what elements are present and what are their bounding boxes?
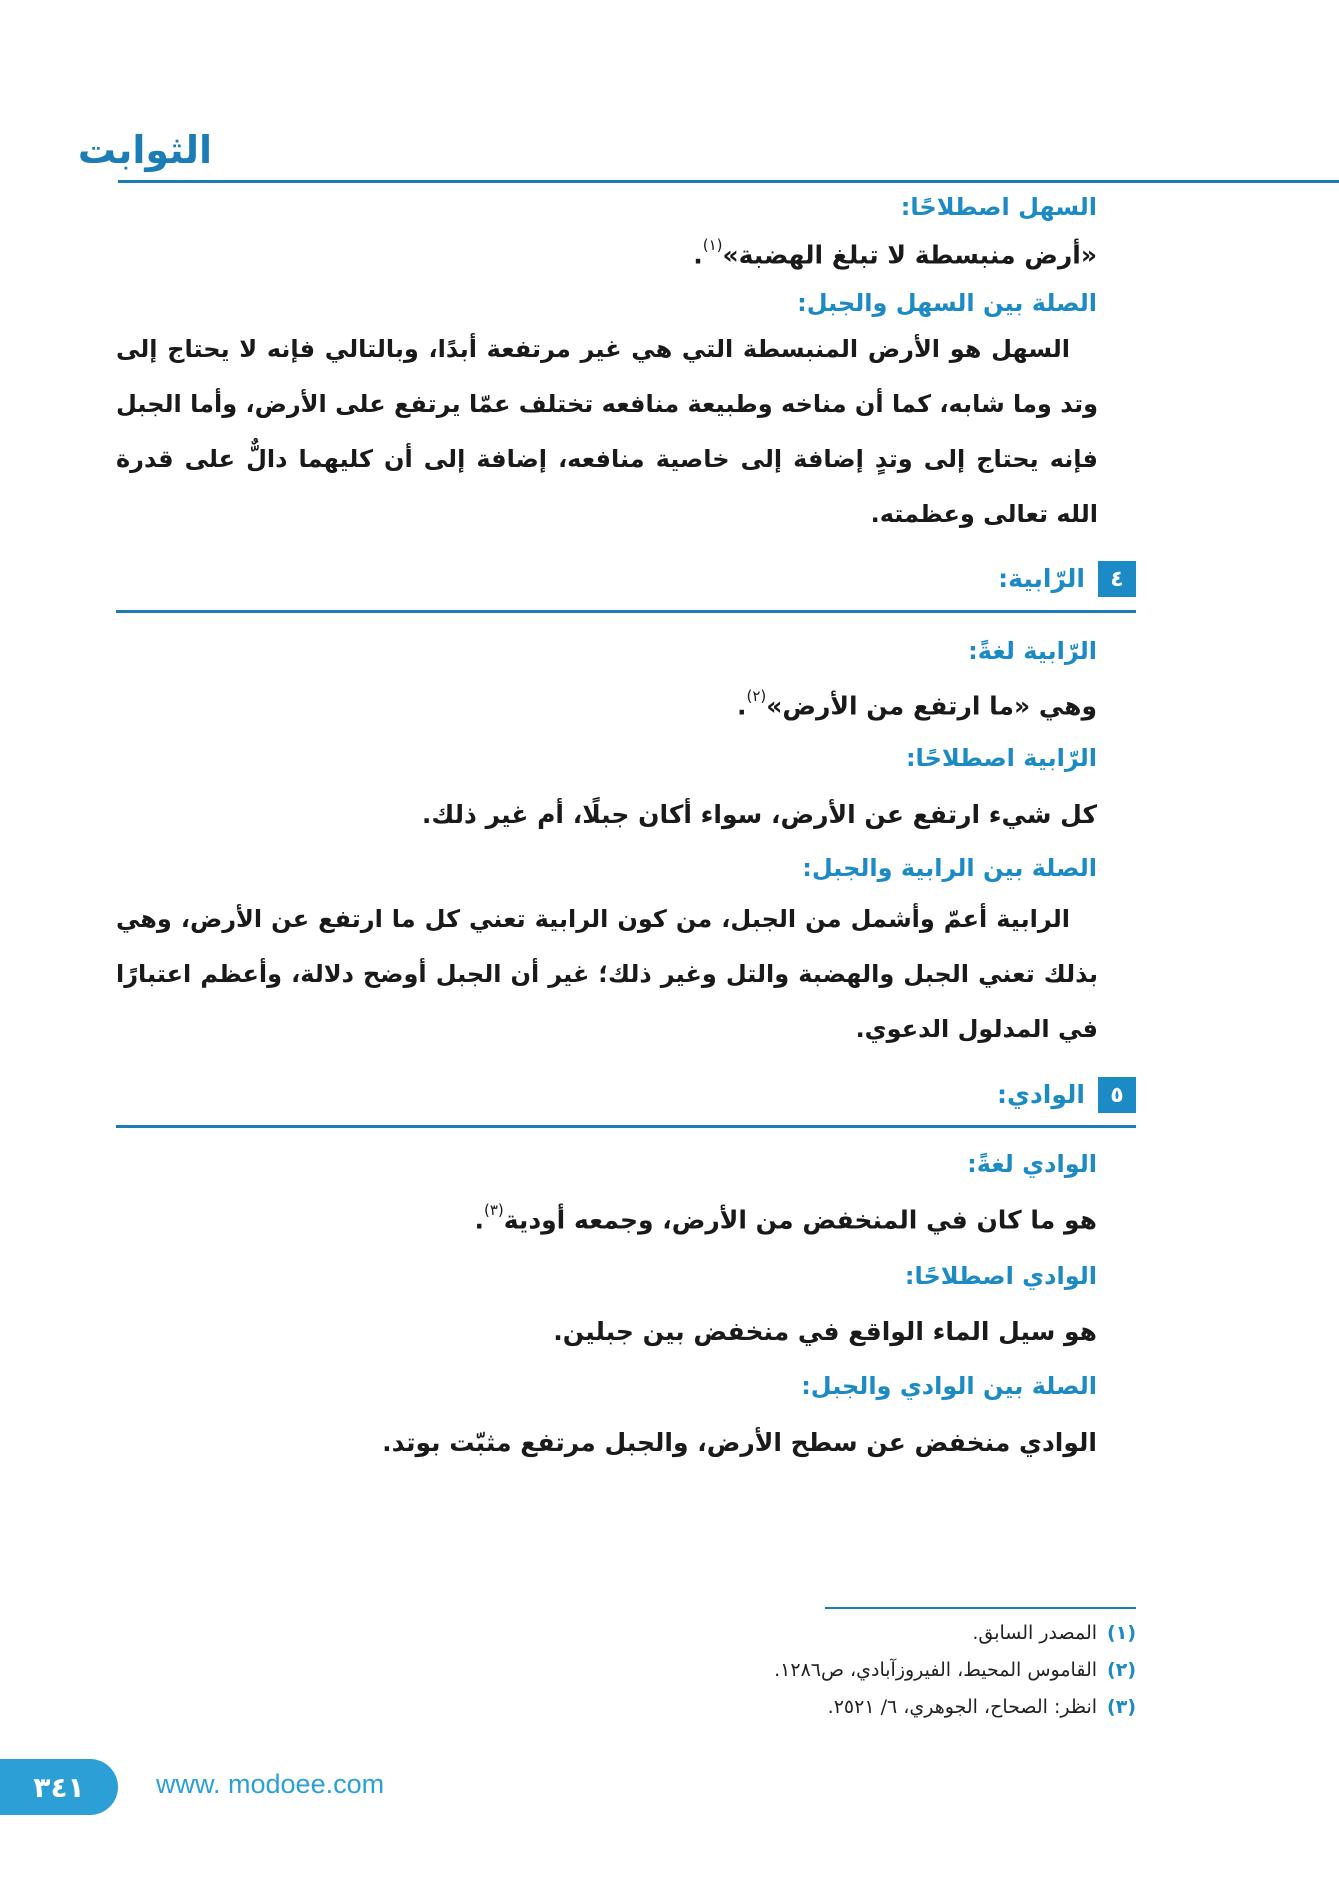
footnote-2-text: القاموس المحيط، الفيروزآبادي، ص١٢٨٦. bbox=[774, 1659, 1098, 1681]
hill-term-definition: كل شيء ارتفع عن الأرض، سواء أكان جبلًا، أم غير ذلك. bbox=[421, 800, 1097, 829]
valley-relation-heading: الصلة بين الوادي والجبل: bbox=[801, 1372, 1097, 1400]
section-5-title: الوادي: bbox=[997, 1080, 1085, 1109]
section-4-number-badge: ٤ bbox=[1098, 561, 1136, 597]
plain-relation-text: السهل هو الأرض المنبسطة التي هي غير مرتفعة أبدًا، وبالتالي فإنه لا يحتاج إلى وتد وما شابه، كما أن مناخه وطبيعة منافعه تختلف عمّا يرتفع على الأرض، وأما الجبل فإنه يحتاج إلى وتدٍ إضافة إلى خاصية منافعه، إضافة إلى أن كليهما دالٌّ على قدرة الله تعالى وعظمته. bbox=[115, 335, 1098, 528]
header-rule bbox=[118, 180, 1339, 183]
section-5-rule bbox=[116, 1125, 1136, 1128]
valley-term-heading: الوادي اصطلاحًا: bbox=[904, 1262, 1097, 1290]
hill-relation-heading: الصلة بين الرابية والجبل: bbox=[802, 854, 1097, 882]
section-5-number-badge: ٥ bbox=[1098, 1077, 1136, 1113]
footnote-3-text: انظر: الصحاح، الجوهري، ٦/ ٢٥٢١. bbox=[827, 1696, 1098, 1718]
hill-language-definition: وهي «ما ارتفع من الأرض»$^{(٢)}$. bbox=[736, 687, 1097, 721]
section-4-title: الرّابية: bbox=[998, 564, 1085, 593]
footnote-ref-2[interactable]: (٢) bbox=[746, 687, 767, 705]
footnote-1 bbox=[972, 1622, 1136, 1644]
valley-language-definition: هو ما كان في المنخفض من الأرض، وجمعه أودية$^{(٣)}$. bbox=[474, 1201, 1097, 1235]
website-link[interactable]: www. modoee.com bbox=[156, 1769, 385, 1799]
footnote-3-number: (٣) bbox=[1107, 1696, 1136, 1718]
section-4-rule bbox=[116, 610, 1136, 613]
hill-language-heading: الرّابية لغةً: bbox=[968, 637, 1097, 665]
hill-relation-paragraph bbox=[116, 892, 1098, 1057]
footnote-1-text: المصدر السابق. bbox=[972, 1622, 1098, 1644]
footnote-ref-1[interactable]: (١) bbox=[702, 236, 723, 254]
hill-language-text: وهي «ما ارتفع من الأرض» bbox=[766, 691, 1097, 721]
valley-language-heading: الوادي لغةً: bbox=[967, 1150, 1097, 1178]
footnote-3 bbox=[828, 1696, 1136, 1718]
footnote-1-number: (١) bbox=[1107, 1622, 1136, 1644]
valley-language-text: هو ما كان في المنخفض من الأرض، وجمعه أودية bbox=[503, 1205, 1097, 1235]
hill-relation-text: الرابية أعمّ وأشمل من الجبل، من كون الرابية تعني كل ما ارتفع عن الأرض، وهي بذلك تعني الجبل والهضبة والتل وغير ذلك؛ غير أن الجبل أوضح دلالة، وأعظم اعتبارًا في المدلول الدعوي. bbox=[116, 905, 1098, 1043]
plain-relation-heading: الصلة بين السهل والجبل: bbox=[797, 289, 1097, 317]
plain-term-heading: السهل اصطلاحًا: bbox=[900, 193, 1097, 221]
footnote-2 bbox=[774, 1659, 1136, 1681]
footnotes-rule bbox=[825, 1607, 1136, 1609]
footnote-ref-3[interactable]: (٣) bbox=[483, 1201, 504, 1219]
plain-relation-paragraph bbox=[116, 322, 1098, 542]
page-header-title: الثوابت bbox=[77, 128, 212, 172]
footnote-2-number: (٢) bbox=[1107, 1659, 1136, 1681]
valley-term-definition: هو سيل الماء الواقع في منخفض بين جبلين. bbox=[553, 1317, 1097, 1346]
hill-term-heading: الرّابية اصطلاحًا: bbox=[905, 744, 1097, 772]
page-number-badge: ٣٤١ bbox=[0, 1759, 118, 1815]
plain-term-text: «أرض منبسطة لا تبلغ الهضبة» bbox=[722, 240, 1097, 270]
plain-term-definition: «أرض منبسطة لا تبلغ الهضبة»$^{(١)}$. bbox=[693, 236, 1097, 270]
valley-relation-text: الوادي منخفض عن سطح الأرض، والجبل مرتفع مثبّت بوتد. bbox=[382, 1428, 1097, 1457]
